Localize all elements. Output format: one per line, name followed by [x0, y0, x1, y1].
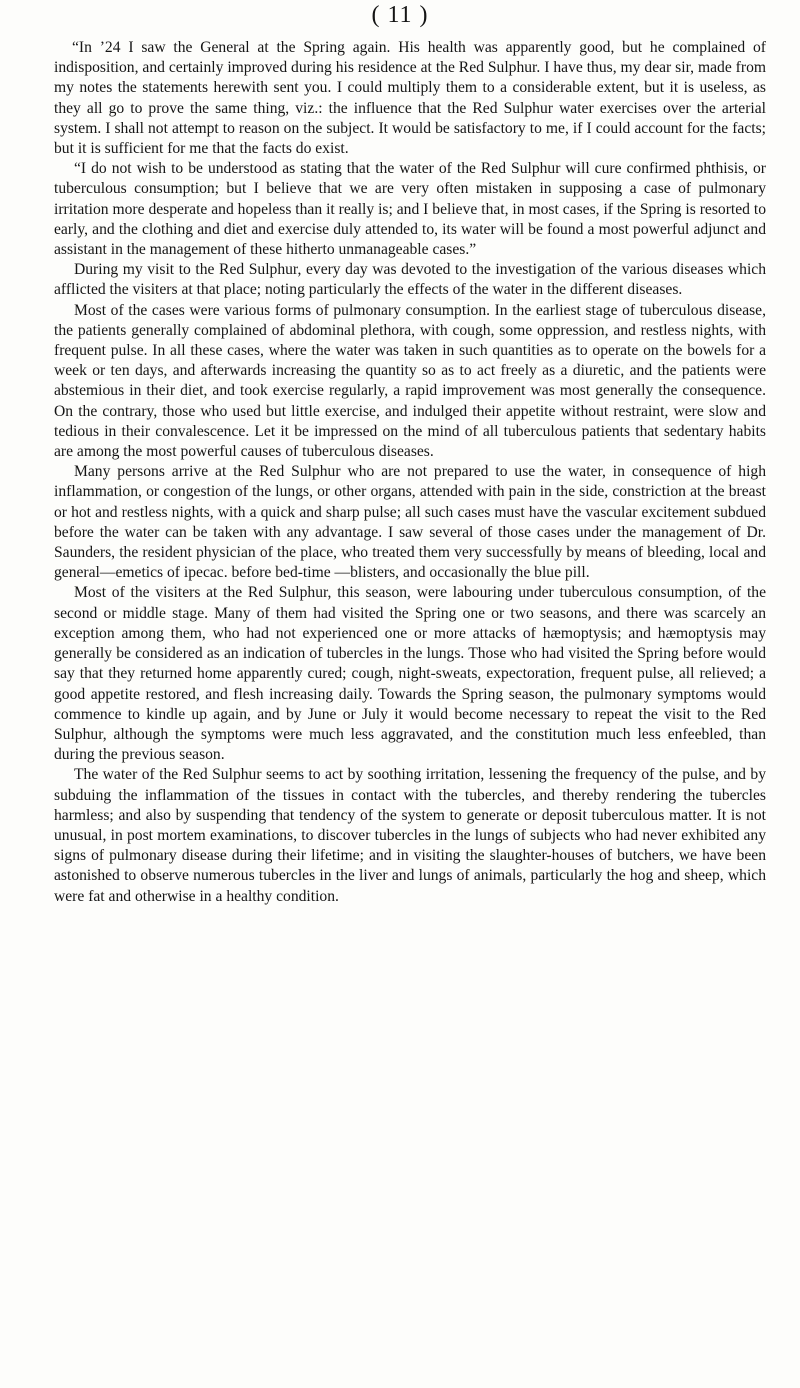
paragraph: “In ’24 I saw the General at the Spring again. His health was apparently good, but he complained of indisposition, and certainly improved during his residence at the Red Sulphur. I have thus, my dear sir, made from my notes the statements herewith sent you. I could multiply them to a considerable extent, but it is useless, as they all go to prove the same thing, viz.: the influence that the Red Sulphur water exercises over the arterial system. I shall not attempt to reason on the subject. It would be satisfactory to me, if I could account for the facts; but it is sufficient for me that the facts do exist.: [54, 39, 766, 158]
paragraph: During my visit to the Red Sulphur, every day was devoted to the investigation of the various diseases which afflicted the visiters at that place; noting particularly the effects of the water in the different diseases.: [54, 261, 766, 299]
paragraph: Most of the cases were various forms of pulmonary consumption. In the earliest stage of tuberculous disease, the patients generally complained of abdominal plethora, with cough, some oppression, and restless nights, with frequent pulse. In all these cases, where the water was taken in such quantities as to operate on the bowels for a week or ten days, and afterwards increasing the quantity so as to act freely as a diuretic, and the patients were abstemious in their diet, and took exercise regularly, a rapid improvement was most generally the consequence. On the contrary, those who used but little exercise, and indulged their appetite without restraint, were slow and tedious in their convalescence. Let it be impressed on the mind of all tuberculous patients that sedentary habits are among the most powerful causes of tuberculous diseases.: [54, 301, 766, 461]
paragraph: Many persons arrive at the Red Sulphur who are not prepared to use the water, in consequence of high inflammation, or congestion of the lungs, or other organs, attended with pain in the side, constriction at the breast or hot and restless nights, with a quick and sharp pulse; all such cases must have the vascular excitement subdued before the water can be taken with any advantage. I saw several of those cases under the management of Dr. Saunders, the resident physician of the place, who treated them very successfully by means of bleeding, local and general—emetics of ipecac. before bed-time —blisters, and occasionally the blue pill.: [54, 463, 766, 582]
paragraph: Most of the visiters at the Red Sulphur, this season, were labouring under tuberculous consumption, of the second or middle stage. Many of them had visited the Spring one or two seasons, and there was scarcely an exception among them, who had not experienced one or more attacks of hæmoptysis; and hæmoptysis may generally be considered as an indication of tubercles in the lungs. Those who had visited the Spring before would say that they returned home apparently cured; cough, night-sweats, expectoration, frequent pulse, all relieved; a good appetite restored, and flesh increasing daily. Towards the Spring season, the pulmonary symptoms would commence to kindle up again, and by June or July it would become necessary to repeat the visit to the Red Sulphur, although the symptoms were much less aggravated, and the constitution much less enfeebled, than during the previous season.: [54, 584, 766, 764]
paragraph: “I do not wish to be understood as stating that the water of the Red Sulphur will cure confirmed phthisis, or tuberculous consumption; but I believe that we are very often mistaken in supposing a case of pulmonary irritation more desperate and hopeless than it really is; and I believe that, in most cases, if the Spring is resorted to early, and the clothing and diet and exercise duly attended to, its water will be found a most powerful adjunct and assistant in the management of these hitherto unmanageable cases.”: [54, 160, 766, 259]
page-number: ( 11 ): [371, 2, 429, 28]
body-text: [54, 38, 766, 907]
paragraph: The water of the Red Sulphur seems to act by soothing irritation, lessening the frequency of the pulse, and by subduing the inflammation of the tissues in contact with the tubercles, and thereby rendering the tubercles harmless; and also by suspending that tendency of the system to generate or deposit tuberculous matter. It is not unusual, in post mortem examinations, to discover tubercles in the lungs of subjects who had never exhibited any signs of pulmonary disease during their lifetime; and in visiting the slaughter-houses of butchers, we have been astonished to observe numerous tubercles in the liver and lungs of animals, particularly the hog and sheep, which were fat and otherwise in a healthy condition.: [54, 766, 766, 905]
